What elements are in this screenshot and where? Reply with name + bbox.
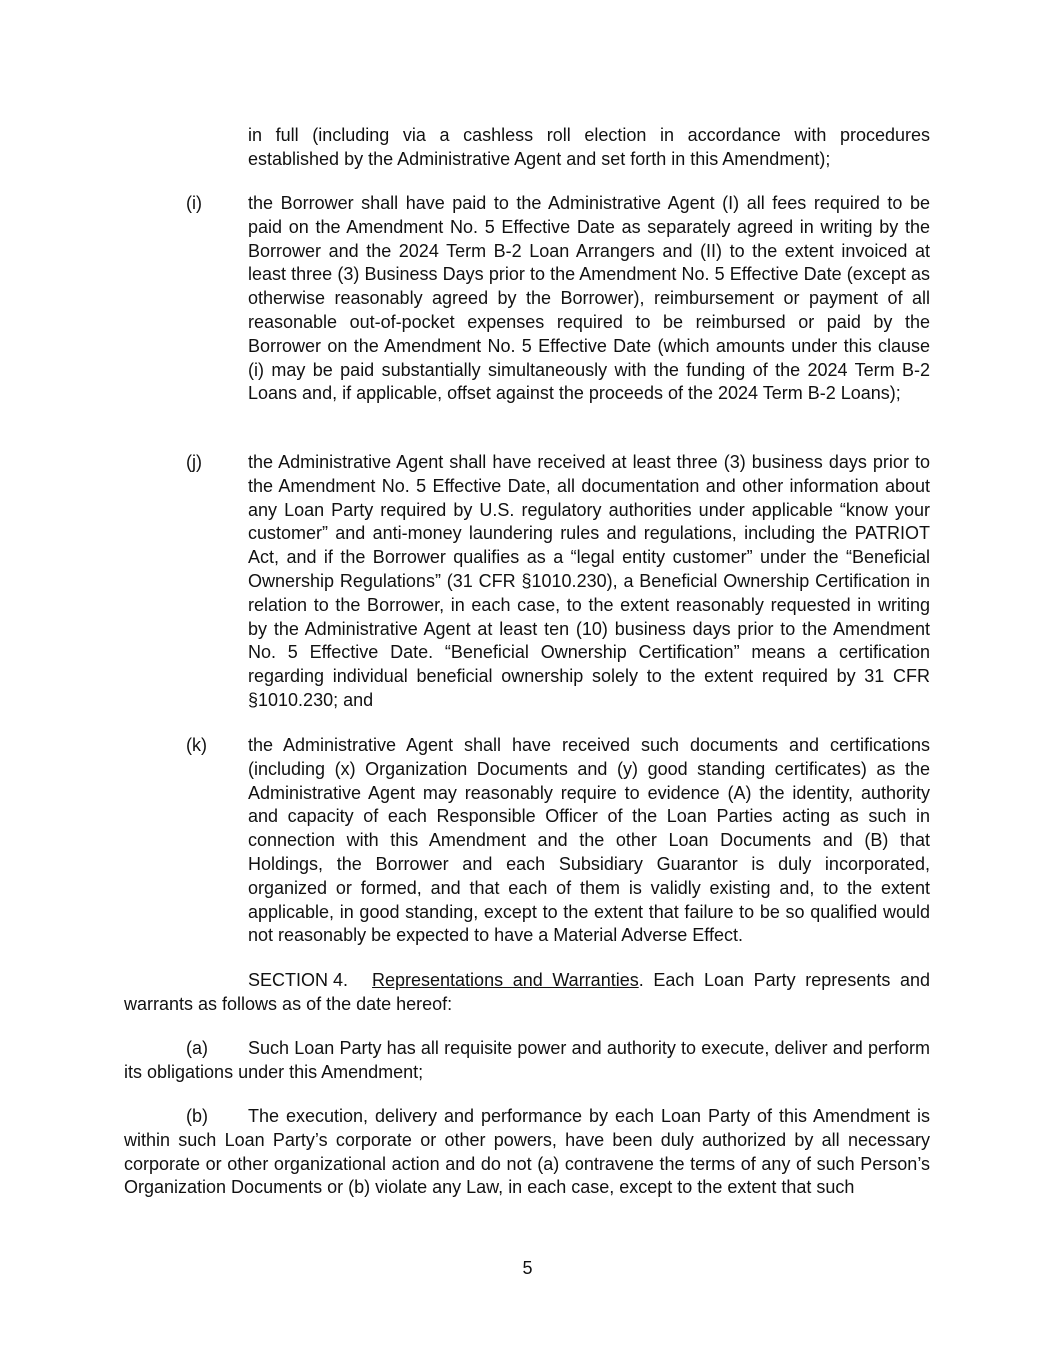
section-number: SECTION 4. [248,970,349,990]
section-heading: Representations and Warranties [372,970,639,990]
section-item-a [124,1037,930,1085]
page-number: 5 [522,1258,533,1278]
section-item-text-a: Such Loan Party has all requisite power and authority to execute, deliver and perform its obligations under this Amendment; [124,1038,930,1082]
section-intro-text: . Each Loan Party represents and warrants as follows as of the date hereof: [124,970,930,1014]
section-item-text-b: The execution, delivery and performance by each Loan Party of this Amendment is within such Loan Party’s corporate or other powers, have been duly authorized by all necessary corporate or other organizational action and do not (a) contravene the terms of any of such Person’s Organization Documents or (b) violate any Law, in each case, except to the extent that such [124,1106,930,1198]
section-item-label-a: (a) [186,1038,208,1058]
continuation-paragraph: in full (including via a cashless roll election in accordance with procedures established by the Administrative Agent and set forth in this Amendment); [248,125,930,169]
item-label-j: (j) [186,452,202,472]
item-label-i: (i) [186,193,202,213]
item-label-k: (k) [186,735,207,755]
item-text-j: the Administrative Agent shall have received at least three (3) business days prior to the Amendment No. 5 Effective Date, all documentation and other information about any Loan Party required by U.S. regulatory authorities under applicable “know your customer” and anti-money laundering rules and regulations, including the PATRIOT Act, and if the Borrower qualifies as a “legal entity customer” under the “Beneficial Ownership Regulations” (31 CFR §1010.230), a Beneficial Ownership Certification in relation to the Borrower, in each case, to the extent reasonably requested in writing by the Administrative Agent at least ten (10) business days prior to the Amendment No. 5 Effective Date. “Beneficial Ownership Certification” means a certification regarding individual beneficial ownership solely to the extent required by 31 CFR §1010.230; and [248,452,930,710]
section-4-paragraph [124,969,930,1017]
item-text-k: the Administrative Agent shall have received such documents and certifications (including (x) Organization Documents and (y) good standing certificates) as the Administrative Agent may reasonably require to evidence (A) the identity, authority and capacity of each Responsible Officer of the Loan Parties acting as such in connection with this Amendment and the other Loan Documents and (B) that Holdings, the Borrower and each Subsidiary Guarantor is duly incorporated, organized or formed, and that each of them is validly existing and, to the extent applicable, in good standing, except to the extent that failure to be so qualified would not reasonably be expected to have a Material Adverse Effect. [248,735,930,946]
section-item-b [124,1105,930,1200]
section-item-label-b: (b) [186,1106,208,1126]
item-text-i: the Borrower shall have paid to the Administrative Agent (I) all fees required to be paid on the Amendment No. 5 Effective Date as separately agreed in writing by the Borrower and the 2024 Term B-2 Loan Arrangers and (II) to the extent invoiced at least three (3) Business Days prior to the Amendment No. 5 Effective Date (except as otherwise reasonably agreed by the Borrower), reimbursement or payment of all reasonable out-of-pocket expenses required to be reimbursed or paid by the Borrower on the Amendment No. 5 Effective Date (which amounts under this clause (i) may be paid substantially simultaneously with the funding of the 2024 Term B-2 Loans and, if applicable, offset against the proceeds of the 2024 Term B-2 Loans); [248,193,930,404]
